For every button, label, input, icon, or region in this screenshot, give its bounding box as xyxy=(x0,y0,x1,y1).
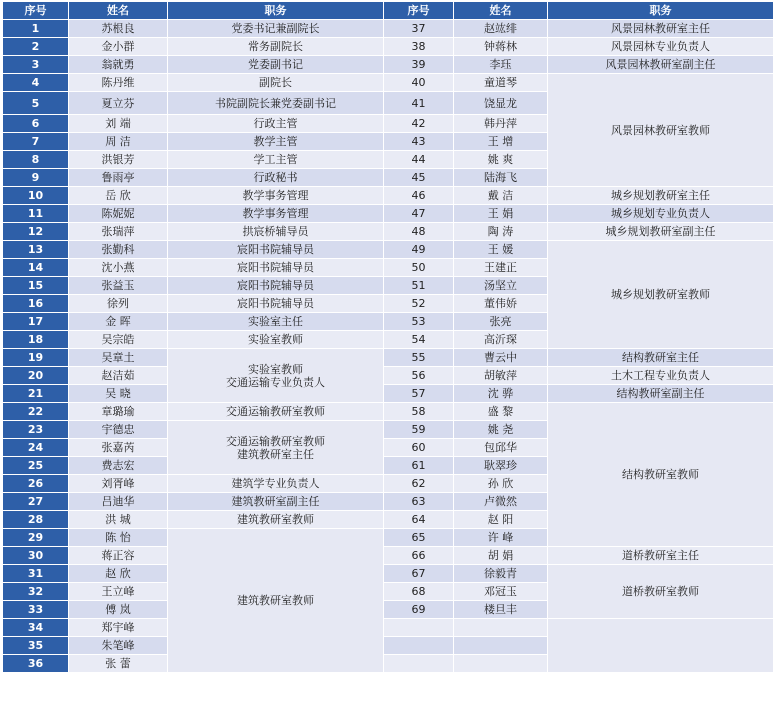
name-cell: 夏立芬 xyxy=(69,92,168,115)
seq-cell: 30 xyxy=(3,547,69,565)
seq-cell: 9 xyxy=(3,169,69,187)
name-cell: 楼旦丰 xyxy=(454,601,548,619)
name-cell: 陈 怡 xyxy=(69,529,168,547)
seq-cell: 62 xyxy=(384,475,454,493)
position-cell: 教学事务管理 xyxy=(168,187,384,205)
position-cell: 建筑教研室教师 xyxy=(168,511,384,529)
table-row xyxy=(3,205,774,223)
position-cell: 结构教研室副主任 xyxy=(548,385,774,403)
name-cell: 姚 爽 xyxy=(454,151,548,169)
position-cell: 行政主管 xyxy=(168,115,384,133)
name-cell: 陆海飞 xyxy=(454,169,548,187)
position-merged-cell: 建筑教研室教师 xyxy=(168,529,384,673)
seq-cell: 42 xyxy=(384,115,454,133)
name-cell: 胡 娟 xyxy=(454,547,548,565)
seq-cell: 66 xyxy=(384,547,454,565)
seq-cell: 46 xyxy=(384,187,454,205)
name-cell: 陈丹维 xyxy=(69,74,168,92)
seq-cell: 27 xyxy=(3,493,69,511)
table-row xyxy=(3,74,774,92)
seq-cell: 25 xyxy=(3,457,69,475)
name-cell: 饶显龙 xyxy=(454,92,548,115)
position-cell: 道桥教研室主任 xyxy=(548,547,774,565)
seq-cell: 8 xyxy=(3,151,69,169)
seq-cell: 57 xyxy=(384,385,454,403)
name-cell: 曹云中 xyxy=(454,349,548,367)
name-cell: 刘胥峰 xyxy=(69,475,168,493)
seq-cell: 61 xyxy=(384,457,454,475)
position-cell: 党委书记兼副院长 xyxy=(168,20,384,38)
position-cell xyxy=(548,619,774,673)
seq-cell xyxy=(384,637,454,655)
seq-cell: 68 xyxy=(384,583,454,601)
seq-cell: 5 xyxy=(3,92,69,115)
position-cell: 风景园林教研室主任 xyxy=(548,20,774,38)
name-cell: 韩丹萍 xyxy=(454,115,548,133)
seq-cell: 59 xyxy=(384,421,454,439)
name-cell: 钟蒋林 xyxy=(454,38,548,56)
merged-line: 交通运输教研室教师 xyxy=(226,434,325,448)
table-row xyxy=(3,223,774,241)
name-cell: 周 洁 xyxy=(69,133,168,151)
name-cell: 汤坚立 xyxy=(454,277,548,295)
header-seq-left: 序号 xyxy=(3,2,69,20)
header-name-right: 姓名 xyxy=(454,2,548,20)
header-seq-right: 序号 xyxy=(384,2,454,20)
position-cell: 实验室主任 xyxy=(168,313,384,331)
header-row xyxy=(3,2,774,20)
seq-cell: 12 xyxy=(3,223,69,241)
seq-cell: 37 xyxy=(384,20,454,38)
seq-cell: 32 xyxy=(3,583,69,601)
seq-cell: 54 xyxy=(384,331,454,349)
seq-cell: 34 xyxy=(3,619,69,637)
merged-line: 建筑教研室主任 xyxy=(237,447,314,461)
seq-cell: 4 xyxy=(3,74,69,92)
position-cell: 实验室教师 xyxy=(168,331,384,349)
name-cell: 洪 城 xyxy=(69,511,168,529)
seq-cell: 43 xyxy=(384,133,454,151)
name-cell: 苏根良 xyxy=(69,20,168,38)
name-cell: 李珏 xyxy=(454,56,548,74)
position-cell: 城乡规划教研室副主任 xyxy=(548,223,774,241)
table-row xyxy=(3,619,774,637)
name-cell: 徐列 xyxy=(69,295,168,313)
seq-cell: 49 xyxy=(384,241,454,259)
seq-cell: 10 xyxy=(3,187,69,205)
seq-cell: 47 xyxy=(384,205,454,223)
seq-cell: 15 xyxy=(3,277,69,295)
name-cell: 赵 欣 xyxy=(69,565,168,583)
seq-cell: 64 xyxy=(384,511,454,529)
name-cell xyxy=(454,619,548,637)
name-cell: 张 蕾 xyxy=(69,655,168,673)
seq-cell: 45 xyxy=(384,169,454,187)
table-row xyxy=(3,38,774,56)
seq-cell: 1 xyxy=(3,20,69,38)
merged-line: 实验室教师 xyxy=(248,362,303,376)
table-row xyxy=(3,241,774,259)
seq-cell: 22 xyxy=(3,403,69,421)
name-cell: 胡敏萍 xyxy=(454,367,548,385)
name-cell: 宇德忠 xyxy=(69,421,168,439)
name-cell: 张嘉芮 xyxy=(69,439,168,457)
seq-cell: 19 xyxy=(3,349,69,367)
seq-cell: 38 xyxy=(384,38,454,56)
table-row xyxy=(3,385,774,403)
seq-cell: 20 xyxy=(3,367,69,385)
name-cell: 张瑞萍 xyxy=(69,223,168,241)
name-cell: 费志宏 xyxy=(69,457,168,475)
seq-cell: 23 xyxy=(3,421,69,439)
staff-table xyxy=(2,1,774,673)
position-cell: 宸阳书院辅导员 xyxy=(168,241,384,259)
seq-cell: 26 xyxy=(3,475,69,493)
seq-cell: 63 xyxy=(384,493,454,511)
name-cell: 吴宗皓 xyxy=(69,331,168,349)
name-cell: 徐毅青 xyxy=(454,565,548,583)
name-cell: 赵 阳 xyxy=(454,511,548,529)
position-cell: 常务副院长 xyxy=(168,38,384,56)
position-cell: 城乡规划专业负责人 xyxy=(548,205,774,223)
name-cell: 张勤科 xyxy=(69,241,168,259)
seq-cell: 18 xyxy=(3,331,69,349)
name-cell xyxy=(454,637,548,655)
position-merged-cell: 城乡规划教研室教师 xyxy=(548,241,774,349)
merged-line: 交通运输专业负责人 xyxy=(226,375,325,389)
seq-cell: 16 xyxy=(3,295,69,313)
seq-cell: 21 xyxy=(3,385,69,403)
name-cell: 傅 岚 xyxy=(69,601,168,619)
position-merged-cell: 道桥教研室教师 xyxy=(548,565,774,619)
header-position-left: 职务 xyxy=(168,2,384,20)
name-cell: 盛 黎 xyxy=(454,403,548,421)
table-row xyxy=(3,565,774,583)
name-cell: 陶 涛 xyxy=(454,223,548,241)
position-merged-cell xyxy=(168,421,384,475)
position-cell: 城乡规划教研室主任 xyxy=(548,187,774,205)
seq-cell: 13 xyxy=(3,241,69,259)
name-cell: 鲁雨亭 xyxy=(69,169,168,187)
table-row xyxy=(3,20,774,38)
name-cell: 蒋正容 xyxy=(69,547,168,565)
position-merged-cell xyxy=(168,349,384,403)
name-cell: 郑宇峰 xyxy=(69,619,168,637)
position-cell: 交通运输教研室教师 xyxy=(168,403,384,421)
seq-cell: 40 xyxy=(384,74,454,92)
seq-cell: 44 xyxy=(384,151,454,169)
seq-cell: 7 xyxy=(3,133,69,151)
name-cell: 章璐瑜 xyxy=(69,403,168,421)
seq-cell: 6 xyxy=(3,115,69,133)
name-cell: 张亮 xyxy=(454,313,548,331)
name-cell: 赵洁茹 xyxy=(69,367,168,385)
position-cell: 教学事务管理 xyxy=(168,205,384,223)
name-cell: 童道琴 xyxy=(454,74,548,92)
seq-cell: 60 xyxy=(384,439,454,457)
position-cell: 副院长 xyxy=(168,74,384,92)
name-cell: 王 增 xyxy=(454,133,548,151)
name-cell: 陈妮妮 xyxy=(69,205,168,223)
name-cell: 许 峰 xyxy=(454,529,548,547)
table-row xyxy=(3,56,774,74)
table-row xyxy=(3,547,774,565)
name-cell: 朱笔峰 xyxy=(69,637,168,655)
position-cell: 宸阳书院辅导员 xyxy=(168,277,384,295)
table-row xyxy=(3,367,774,385)
name-cell: 戴 洁 xyxy=(454,187,548,205)
table-row xyxy=(3,187,774,205)
position-cell: 土木工程专业负责人 xyxy=(548,367,774,385)
position-cell: 建筑学专业负责人 xyxy=(168,475,384,493)
name-cell: 翁就勇 xyxy=(69,56,168,74)
seq-cell: 28 xyxy=(3,511,69,529)
seq-cell: 39 xyxy=(384,56,454,74)
name-cell: 吴 晓 xyxy=(69,385,168,403)
seq-cell: 53 xyxy=(384,313,454,331)
name-cell: 沈 骅 xyxy=(454,385,548,403)
name-cell: 董伟娇 xyxy=(454,295,548,313)
position-cell: 行政秘书 xyxy=(168,169,384,187)
position-cell: 宸阳书院辅导员 xyxy=(168,259,384,277)
name-cell: 金小群 xyxy=(69,38,168,56)
table-row xyxy=(3,403,774,421)
name-cell: 吕迪华 xyxy=(69,493,168,511)
name-cell xyxy=(454,655,548,673)
position-merged-cell: 风景园林教研室教师 xyxy=(548,74,774,187)
seq-cell xyxy=(384,619,454,637)
seq-cell: 11 xyxy=(3,205,69,223)
position-cell: 党委副书记 xyxy=(168,56,384,74)
seq-cell: 41 xyxy=(384,92,454,115)
seq-cell: 48 xyxy=(384,223,454,241)
seq-cell: 24 xyxy=(3,439,69,457)
seq-cell: 29 xyxy=(3,529,69,547)
header-name-left: 姓名 xyxy=(69,2,168,20)
position-cell: 风景园林专业负责人 xyxy=(548,38,774,56)
name-cell: 张益玉 xyxy=(69,277,168,295)
seq-cell: 35 xyxy=(3,637,69,655)
position-cell: 结构教研室主任 xyxy=(548,349,774,367)
seq-cell: 56 xyxy=(384,367,454,385)
seq-cell: 67 xyxy=(384,565,454,583)
seq-cell: 2 xyxy=(3,38,69,56)
seq-cell: 14 xyxy=(3,259,69,277)
seq-cell: 36 xyxy=(3,655,69,673)
name-cell: 耿翠珍 xyxy=(454,457,548,475)
position-cell: 建筑教研室副主任 xyxy=(168,493,384,511)
seq-cell: 33 xyxy=(3,601,69,619)
position-cell: 书院副院长兼党委副书记 xyxy=(168,92,384,115)
seq-cell: 65 xyxy=(384,529,454,547)
name-cell: 王建正 xyxy=(454,259,548,277)
name-cell: 沈小燕 xyxy=(69,259,168,277)
seq-cell: 52 xyxy=(384,295,454,313)
name-cell: 洪银芳 xyxy=(69,151,168,169)
seq-cell: 17 xyxy=(3,313,69,331)
position-cell: 宸阳书院辅导员 xyxy=(168,295,384,313)
seq-cell: 51 xyxy=(384,277,454,295)
header-position-right: 职务 xyxy=(548,2,774,20)
name-cell: 卢微然 xyxy=(454,493,548,511)
seq-cell: 55 xyxy=(384,349,454,367)
seq-cell: 31 xyxy=(3,565,69,583)
position-cell: 教学主管 xyxy=(168,133,384,151)
name-cell: 赵竑绯 xyxy=(454,20,548,38)
seq-cell: 50 xyxy=(384,259,454,277)
position-cell: 风景园林教研室副主任 xyxy=(548,56,774,74)
name-cell: 高沂琛 xyxy=(454,331,548,349)
position-merged-cell: 结构教研室教师 xyxy=(548,403,774,547)
name-cell: 王 娟 xyxy=(454,205,548,223)
name-cell: 王立峰 xyxy=(69,583,168,601)
seq-cell: 69 xyxy=(384,601,454,619)
name-cell: 邓冠玉 xyxy=(454,583,548,601)
name-cell: 刘 端 xyxy=(69,115,168,133)
seq-cell: 58 xyxy=(384,403,454,421)
name-cell: 吴章土 xyxy=(69,349,168,367)
seq-cell: 3 xyxy=(3,56,69,74)
name-cell: 姚 尧 xyxy=(454,421,548,439)
position-cell: 拱宸桥辅导员 xyxy=(168,223,384,241)
name-cell: 孙 欣 xyxy=(454,475,548,493)
name-cell: 岳 欣 xyxy=(69,187,168,205)
name-cell: 王 媛 xyxy=(454,241,548,259)
name-cell: 金 晖 xyxy=(69,313,168,331)
name-cell: 包邱华 xyxy=(454,439,548,457)
seq-cell xyxy=(384,655,454,673)
table-row xyxy=(3,349,774,367)
position-cell: 学工主管 xyxy=(168,151,384,169)
